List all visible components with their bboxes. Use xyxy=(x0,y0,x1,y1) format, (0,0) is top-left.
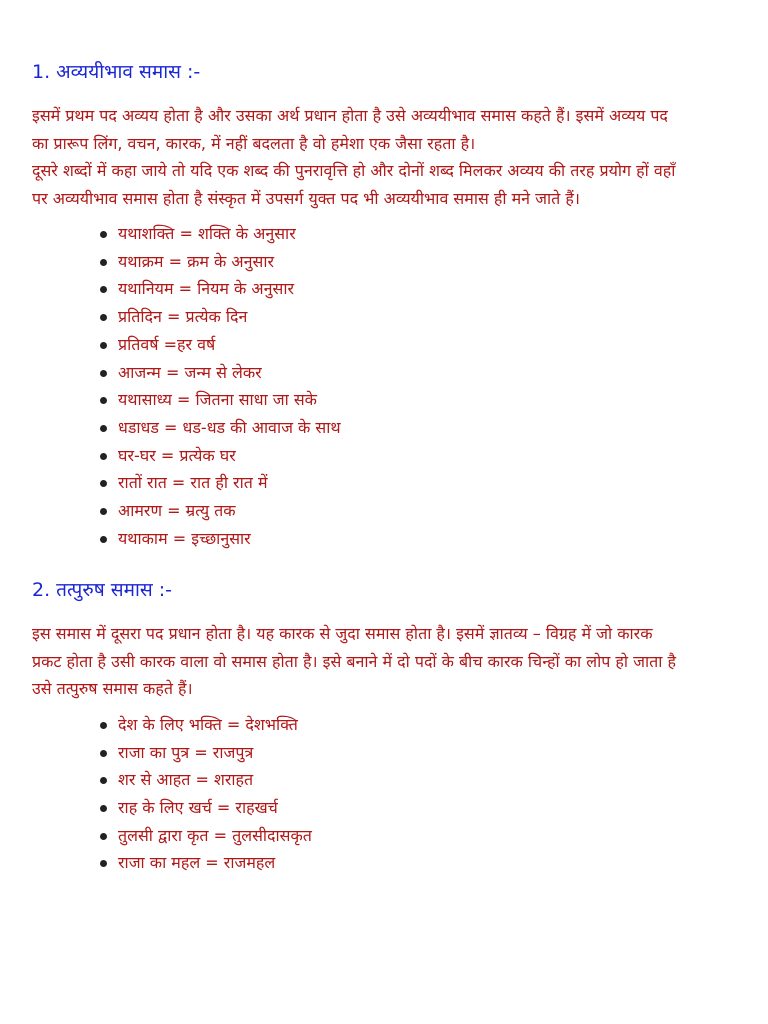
document-page xyxy=(32,56,682,877)
bullet-icon xyxy=(100,342,107,349)
list-item xyxy=(96,442,682,470)
bullet-icon xyxy=(100,508,107,515)
list-item-text: यथासाध्य = जितना साधा जा सके xyxy=(118,390,317,410)
list-item xyxy=(96,711,682,739)
bullet-icon xyxy=(100,805,107,812)
bullet-icon xyxy=(100,860,107,867)
list-item-text: देश के लिए भक्ति = देशभक्ति xyxy=(118,714,298,734)
example-list xyxy=(32,220,682,552)
bullet-icon xyxy=(100,750,107,757)
list-item xyxy=(96,525,682,553)
section-avyayibhav xyxy=(32,56,682,552)
list-item xyxy=(96,414,682,442)
list-item-text: राह के लिए खर्च = राहखर्च xyxy=(118,798,278,818)
list-item xyxy=(96,739,682,767)
section-heading: 2. तत्पुरुष समास :- xyxy=(32,579,173,602)
bullet-icon xyxy=(100,259,107,266)
bullet-icon xyxy=(100,231,107,238)
section-paragraph: दूसरे शब्दों में कहा जाये तो यदि एक शब्द की पुनरावृत्ति हो और दोनों शब्द मिलकर अव्यय की तरह प्रयोग हों वहाँ पर अव्ययीभाव समास होता है संस्कृत में उपसर्ग युक्त पद भी अव्ययीभाव समास ही मने जाते हैं। xyxy=(32,161,676,208)
list-item xyxy=(96,497,682,525)
list-item-text: आजन्म = जन्म से लेकर xyxy=(118,362,262,382)
section-heading: 1. अव्ययीभाव समास :- xyxy=(32,61,201,83)
list-item-text: घर-घर = प्रत्येक घर xyxy=(118,445,236,465)
list-item xyxy=(96,794,682,822)
list-item xyxy=(96,766,682,794)
section-paragraph: इस समास में दूसरा पद प्रधान होता है। यह कारक से जुदा समास होता है। इसमें ज्ञातव्य – विग्रह में जो कारक प्रकट होता है उसी कारक वाला वो समास होता है। इसे बनाने में दो पदों के बीच कारक चिन्हों का लोप हो जाता है उसे तत्पुरुष समास कहते हैं। xyxy=(32,624,677,699)
bullet-icon xyxy=(100,480,107,487)
list-item-text: प्रतिदिन = प्रत्येक दिन xyxy=(118,307,248,327)
list-item xyxy=(96,248,682,276)
example-list xyxy=(32,711,682,877)
bullet-icon xyxy=(100,314,107,321)
bullet-icon xyxy=(100,370,107,377)
list-item xyxy=(96,359,682,387)
section-paragraph: इसमें प्रथम पद अव्यय होता है और उसका अर्थ प्रधान होता है उसे अव्ययीभाव समास कहते हैं। इसमें अव्यय पद का प्रारूप लिंग, वचन, कारक, में नहीं बदलता है वो हमेशा एक जैसा रहता है। xyxy=(32,106,668,153)
list-item-text: धडाधड = धड-धड की आवाज के साथ xyxy=(118,417,341,437)
section-tatpurush xyxy=(32,574,682,877)
bullet-icon xyxy=(100,453,107,460)
bullet-icon xyxy=(100,286,107,293)
bullet-icon xyxy=(100,536,107,543)
list-item-text: यथाकाम = इच्छानुसार xyxy=(118,528,251,548)
list-item xyxy=(96,849,682,877)
list-item-text: प्रतिवर्ष =हर वर्ष xyxy=(118,334,216,354)
list-item xyxy=(96,822,682,850)
list-item-text: शर से आहत = शराहत xyxy=(118,770,254,790)
list-item-text: राजा का महल = राजमहल xyxy=(118,853,276,873)
bullet-icon xyxy=(100,833,107,840)
list-item xyxy=(96,220,682,248)
bullet-icon xyxy=(100,722,107,729)
list-item-text: राजा का पुत्र = राजपुत्र xyxy=(118,742,254,762)
list-item xyxy=(96,331,682,359)
list-item-text: तुलसी द्वारा कृत = तुलसीदासकृत xyxy=(118,825,312,845)
bullet-icon xyxy=(100,777,107,784)
list-item xyxy=(96,303,682,331)
list-item xyxy=(96,386,682,414)
list-item-text: रातों रात = रात ही रात में xyxy=(118,473,268,493)
list-item xyxy=(96,469,682,497)
bullet-icon xyxy=(100,397,107,404)
bullet-icon xyxy=(100,425,107,432)
list-item-text: यथाक्रम = क्रम के अनुसार xyxy=(118,251,275,271)
list-item-text: यथाशक्ति = शक्ति के अनुसार xyxy=(118,224,296,243)
list-item-text: यथानियम = नियम के अनुसार xyxy=(118,279,295,299)
list-item-text: आमरण = म्रत्यु तक xyxy=(118,501,236,521)
list-item xyxy=(96,275,682,303)
